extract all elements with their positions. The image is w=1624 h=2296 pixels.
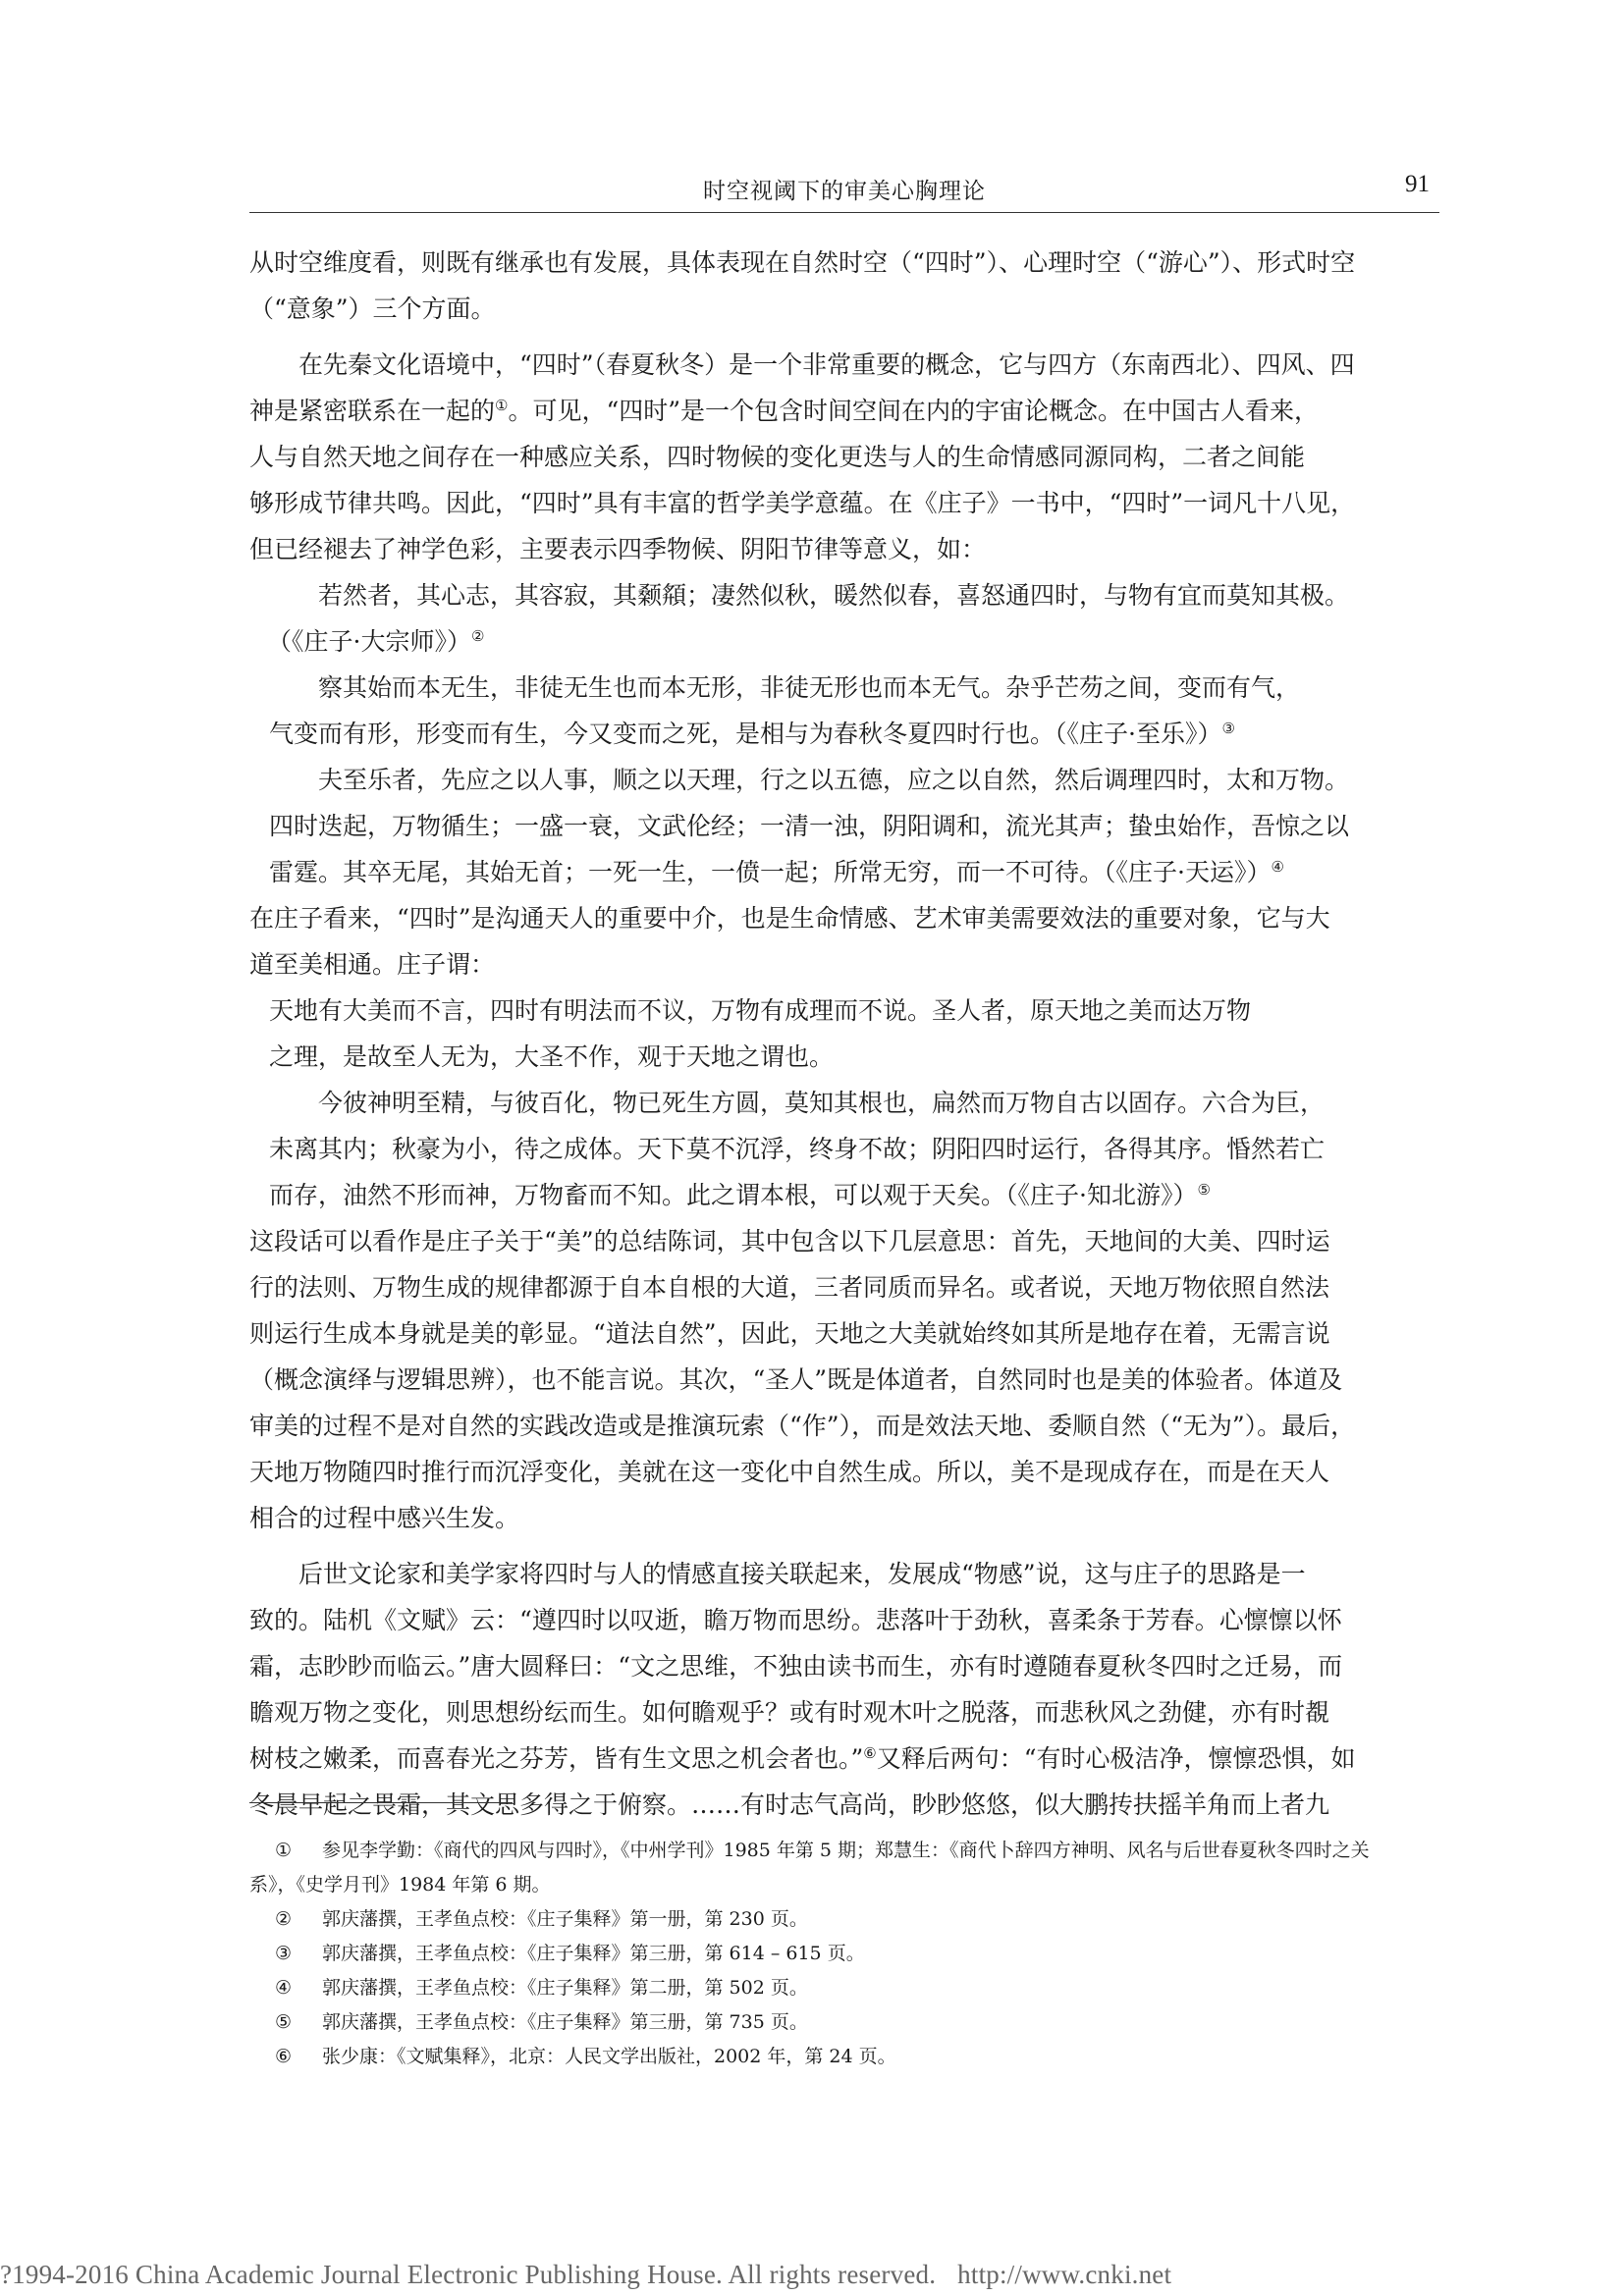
footnote [249, 2005, 1439, 2040]
text-line: 天地有大美而不言，四时有明法而不议，万物有成理而不说。圣人者，原天地之美而达万物 [269, 996, 1252, 1025]
text-line: 审美的过程不是对自然的实践改造或是推演玩索（“作”），而是效法天地、委顺自然（“无为”）。最后， [249, 1412, 1356, 1440]
paragraph-wugan [249, 1551, 1439, 1828]
text-line: 今彼神明至精，与彼百化，物已死生方圆，莫知其根也，扁然而万物自古以固存。六合为巨， [318, 1089, 1326, 1117]
footnote-ref[interactable]: ⑤ [1197, 1181, 1211, 1199]
footnote-text: 系》，《史学月刊》1984 年第 6 期。 [249, 1874, 551, 1896]
copyright-footer [0, 2260, 1434, 2290]
footnote-mark: ③ [275, 1943, 293, 1964]
footnote-mark: ④ [275, 1977, 293, 1999]
footnote-mark: ⑥ [275, 2046, 293, 2067]
running-header [249, 173, 1439, 213]
footnote [249, 1971, 1439, 2005]
text-line: 在先秦文化语境中，“四时”（春夏秋冬）是一个非常重要的概念，它与四方（东南西北）、四风、四 [298, 350, 1355, 379]
copyright-text: ?1994-2016 China Academic Journal Electronic Publishing House. All rights reserved. [0, 2260, 937, 2289]
article-body [249, 240, 1439, 1828]
quote-source: （《庄子·大宗师》） [267, 627, 471, 656]
block-quote-dazongshi [249, 572, 1439, 665]
footnote-ref[interactable]: ① [495, 397, 509, 414]
paragraph-zhongjie [249, 895, 1439, 988]
text-line: 若然者，其心志，其容寂，其颡頯；凄然似秋，暖然似春，喜怒通四时，与物有宜而莫知其极。 [318, 581, 1350, 610]
text-line: 之理，是故至人无为，大圣不作，观于天地之谓也。 [269, 1042, 835, 1071]
text-line [249, 849, 1439, 895]
footnote-mark: ① [275, 1840, 293, 1861]
intro-paragraph [249, 240, 1439, 332]
footnote-text: 郭庆藩撰，王孝鱼点校：《庄子集释》第二册，第 502 页。 [322, 1977, 808, 1999]
text-line: 夫至乐者，先应之以人事，顺之以天理，行之以五德，应之以自然，然后调理四时，太和万物。 [318, 766, 1350, 794]
text-line: 从时空维度看，则既有继承也有发展，具体表现在自然时空（“四时”）、心理时空（“游心”）、形式时空 [249, 248, 1356, 277]
footnote [249, 1834, 1439, 1868]
running-title: 时空视阈下的审美心胸理论 [703, 179, 986, 204]
text-line [249, 618, 1439, 665]
text-line: 霜，志眇眇而临云。”唐大圆释曰：“文之思维，不独由读书而生，亦有时遵随春夏秋冬四时之迁易，而 [249, 1652, 1343, 1681]
block-quote-zhile [249, 665, 1439, 757]
footnote-ref[interactable]: ④ [1271, 858, 1284, 876]
text-line: 这段话可以看作是庄子关于“美”的总结陈词，其中包含以下几层意思：首先，天地间的大美、四时运 [249, 1227, 1330, 1255]
text-line: 在庄子看来，“四时”是沟通天人的重要中介，也是生命情感、艺术审美需要效法的重要对象，它与大 [249, 904, 1330, 933]
text-line [249, 711, 1439, 757]
footnote-text: 郭庆藩撰，王孝鱼点校：《庄子集释》第三册，第 614 – 615 页。 [322, 1943, 865, 1964]
text-run: 气变而有形，形变而有生，今又变而之死，是相与为春秋冬夏四时行也。（《庄子·至乐》） [269, 720, 1222, 748]
text-run: 又释后两句：“有时心极洁净，懔懔恐惧，如 [876, 1744, 1356, 1773]
text-line: 致的。陆机《文赋》云：“遵四时以叹逝，瞻万物而思纷。悲落叶于劲秋，喜柔条于芳春。心懔懔以怀 [249, 1606, 1342, 1634]
text-line [249, 1172, 1439, 1218]
block-quote-damei [249, 988, 1439, 1080]
text-run: 树枝之嫩柔，而喜春光之芬芳，皆有生文思之机会者也。” [249, 1744, 864, 1773]
paragraph-sishi [249, 342, 1439, 572]
footnote [249, 2040, 1439, 2074]
text-line: 道至美相通。庄子谓： [249, 950, 496, 979]
text-line: 冬晨早起之畏霜，其文思多得之于俯察。……有时志气高尚，眇眇悠悠，似大鹏抟扶摇羊角而上者九 [249, 1790, 1330, 1819]
footnote-mark: ⑤ [275, 2011, 293, 2033]
text-line: 天地万物随四时推行而沉浮变化，美就在这一变化中自然生成。所以，美不是现成存在，而是在天人 [249, 1458, 1330, 1486]
text-run: 雷霆。其卒无尾，其始无首；一死一生，一偾一起；所常无穷，而一不可待。（《庄子·天运》） [269, 858, 1272, 886]
footnote [249, 1868, 1439, 1902]
text-run: 而存，油然不形而神，万物畜而不知。此之谓本根，可以观于天矣。（《庄子·知北游》） [269, 1181, 1198, 1209]
text-line: 行的法则、万物生成的规律都源于自本自根的大道，三者同质而异名。或者说，天地万物依照自然法 [249, 1273, 1330, 1302]
footnote-text: 参见李学勤：《商代的四风与四时》，《中州学刊》1985 年第 5 期；郑慧生：《商代卜辞四方神明、风名与后世春夏秋冬四时之关 [322, 1840, 1370, 1861]
paragraph-mei [249, 1218, 1439, 1541]
text-line: （“意象”）三个方面。 [249, 294, 496, 323]
text-line: 未离其内；秋豪为小，待之成体。天下莫不沉浮，终身不故；阴阳四时运行，各得其序。惛然若亡 [269, 1135, 1326, 1163]
footnote-text: 张少康：《文赋集释》，北京：人民文学出版社，2002 年，第 24 页。 [322, 2046, 896, 2067]
text-line: 相合的过程中感兴生发。 [249, 1504, 520, 1532]
text-line: （概念演绎与逻辑思辨），也不能言说。其次，“圣人”既是体道者，自然同时也是美的体验者。体道及 [249, 1365, 1343, 1394]
footnote-text: 郭庆藩撰，王孝鱼点校：《庄子集释》第三册，第 735 页。 [322, 2011, 808, 2033]
text-line: 后世文论家和美学家将四时与人的情感直接关联起来，发展成“物感”说，这与庄子的思路是一 [298, 1560, 1306, 1588]
text-run: 。可见，“四时”是一个包含时间空间在内的宇宙论概念。在中国古人看来， [508, 397, 1320, 425]
block-quote-tianyun [249, 757, 1439, 895]
text-line: 察其始而本无生，非徒无生也而本无形，非徒无形也而本无气。杂乎芒芴之间，变而有气， [318, 673, 1301, 702]
source-link[interactable]: http://www.cnki.net [957, 2260, 1172, 2289]
footnote [249, 1902, 1439, 1937]
footnote-ref[interactable]: ② [470, 627, 485, 645]
footnotes [249, 1834, 1439, 2074]
footnote-divider [249, 1802, 513, 1803]
text-line [249, 1735, 1439, 1782]
page-number: 91 [1405, 171, 1430, 197]
footnote-ref[interactable]: ③ [1221, 720, 1235, 737]
footnote [249, 1937, 1439, 1971]
block-quote-zhibeiyou [249, 1080, 1439, 1218]
footnote-text: 郭庆藩撰，王孝鱼点校：《庄子集释》第一册，第 230 页。 [322, 1908, 808, 1930]
text-line [249, 388, 1439, 434]
text-line: 人与自然天地之间存在一种感应关系，四时物候的变化更迭与人的生命情感同源同构，二者之间能 [249, 443, 1306, 471]
text-line: 四时迭起，万物循生；一盛一衰，文武伦经；一清一浊，阴阳调和，流光其声；蛰虫始作，吾惊之以 [269, 812, 1350, 840]
text-line: 够形成节律共鸣。因此，“四时”具有丰富的哲学美学意蕴。在《庄子》一书中，“四时”一词凡十八见， [249, 489, 1356, 517]
text-line: 瞻观万物之变化，则思想纷纭而生。如何瞻观乎？或有时观木叶之脱落，而悲秋风之劲健，亦有时覩 [249, 1698, 1330, 1727]
footnote-ref[interactable]: ⑥ [863, 1744, 877, 1762]
text-run: 神是紧密联系在一起的 [249, 397, 496, 425]
footnote-mark: ② [275, 1908, 293, 1930]
text-line: 则运行生成本身就是美的彰显。“道法自然”，因此，天地之大美就始终如其所是地存在着，无需言说 [249, 1319, 1330, 1348]
text-line: 但已经褪去了神学色彩，主要表示四季物候、阴阳节律等意义，如： [249, 535, 987, 563]
